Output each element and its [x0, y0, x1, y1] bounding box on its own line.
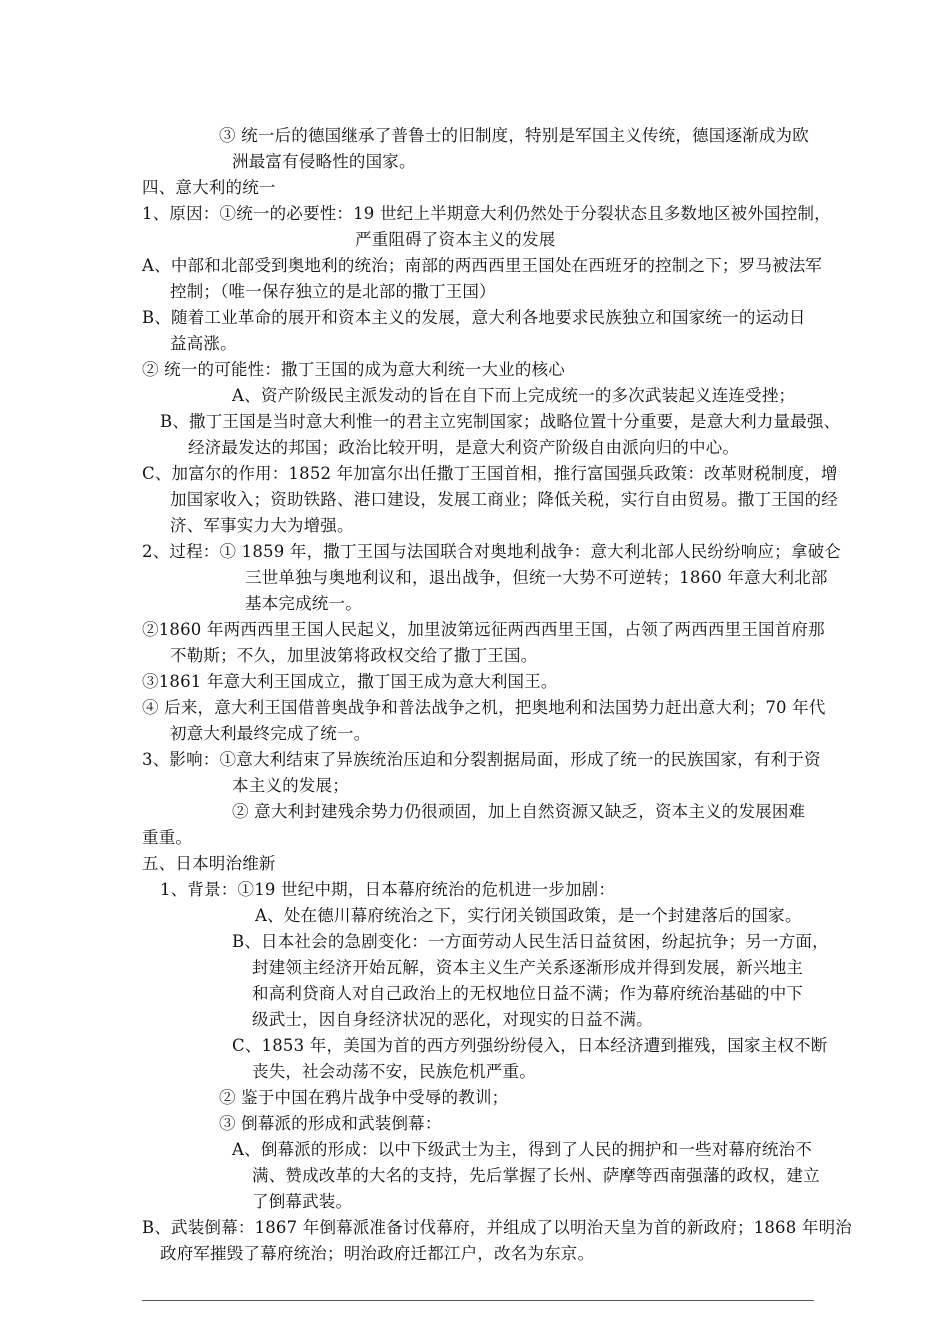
text-line: 满、赞成改革的大名的支持，先后掌握了长州、萨摩等西南强藩的政权，建立: [252, 1166, 820, 1185]
text-line: 本主义的发展；: [232, 776, 349, 795]
text-line: 和高利贷商人对自己政治上的无权地位日益不满；作为幕府统治基础的中下: [252, 984, 804, 1003]
text-line: ②1860 年两西西里王国人民起义，加里波第远征两西西里王国，占领了两西西里王国首府那: [142, 620, 825, 639]
text-line: 洲最富有侵略性的国家。: [232, 152, 416, 171]
text-line: ③1861 年意大利王国成立，撒丁国王成为意大利国王。: [142, 672, 558, 691]
text-line: 封建领主经济开始瓦解，资本主义生产关系逐渐形成并得到发展，新兴地主: [252, 958, 804, 977]
text-line: ② 鉴于中国在鸦片战争中受辱的教训；: [219, 1088, 509, 1107]
text-line: 经济最发达的邦国；政治比较开明，是意大利资产阶级自由派向归的中心。: [188, 438, 740, 457]
text-line: 重重。: [142, 828, 193, 847]
text-line: A、倒幕派的形成：以中下级武士为主，得到了人民的拥护和一些对幕府统治不: [232, 1140, 812, 1159]
text-line: A、中部和北部受到奥地利的统治；南部的两西西里王国处在西班牙的控制之下；罗马被法军: [142, 256, 823, 275]
text-line: 加国家收入；资助铁路、港口建设，发展工商业；降低关税，实行自由贸易。撒丁王国的经: [170, 490, 838, 509]
text-line: 了倒幕武装。: [252, 1192, 353, 1211]
text-line: 丧失，社会动荡不安，民族危机严重。: [252, 1062, 536, 1081]
text-line: 3、影响：①意大利结束了异族统治压迫和分裂割据局面，形成了统一的民族国家，有利于资: [142, 750, 821, 769]
text-line: 1、原因：①统一的必要性：19 世纪上半期意大利仍然处于分裂状态且多数地区被外国控制，: [142, 204, 831, 223]
text-line: C、加富尔的作用：1852 年加富尔出任撒丁王国首相，推行富国强兵政策：改革财税制度，增: [142, 464, 838, 483]
text-line: 2、过程：① 1859 年，撒丁王国与法国联合对奥地利战争：意大利北部人民纷纷响应；拿破仑: [142, 542, 841, 561]
text-line: 政府军摧毁了幕府统治；明治政府迁都江户，改名为东京。: [160, 1244, 595, 1263]
text-line: A、处在德川幕府统治之下，实行闭关锁国政策，是一个封建落后的国家。: [255, 906, 802, 925]
text-line: 1、背景：①19 世纪中期，日本幕府统治的危机进一步加剧：: [160, 880, 616, 899]
section-heading: 四、意大利的统一: [142, 178, 276, 197]
text-line: ④ 后来，意大利王国借普奥战争和普法战争之机，把奥地利和法国势力赶出意大利；70 年代: [142, 698, 826, 717]
text-line: 不勒斯；不久，加里波第将政权交给了撒丁王国。: [170, 646, 538, 665]
section-heading: 五、日本明治维新: [142, 854, 276, 873]
text-line: B、日本社会的急剧变化：一方面劳动人民生活日益贫困，纷起抗争；另一方面，: [232, 932, 829, 951]
text-line: 初意大利最终完成了统一。: [170, 724, 371, 743]
text-line: 控制；（唯一保存独立的是北部的撒丁王国）: [170, 282, 496, 301]
text-line: ② 统一的可能性：撒丁王国的成为意大利统一大业的核心: [142, 360, 565, 379]
text-line: B、武装倒幕：1867 年倒幕派准备讨伐幕府，并组成了以明治天皇为首的新政府；1868 年明治: [142, 1218, 852, 1237]
text-line: 级武士，因自身经济状况的恶化，对现实的日益不满。: [252, 1010, 653, 1029]
text-line: 济、军事实力大为增强。: [170, 516, 354, 535]
text-line: A、资产阶级民主派发动的旨在自下而上完成统一的多次武装起义连连受挫；: [232, 386, 796, 405]
text-line: 基本完成统一。: [245, 594, 362, 613]
text-line: ③ 统一后的德国继承了普鲁士的旧制度，特别是军国主义传统，德国逐渐成为欧: [219, 126, 809, 145]
footer-divider: [142, 1300, 814, 1301]
text-line: ③ 倒幕派的形成和武装倒幕：: [219, 1114, 442, 1133]
text-line: B、撒丁王国是当时意大利惟一的君主立宪制国家；战略位置十分重要，是意大利力量最强、: [160, 412, 841, 431]
text-line: 三世单独与奥地利议和，退出战争，但统一大势不可逆转；1860 年意大利北部: [245, 568, 828, 587]
text-line: ② 意大利封建残余势力仍很顽固，加上自然资源又缺乏，资本主义的发展困难: [232, 802, 806, 821]
text-line: 严重阻碍了资本主义的发展: [355, 230, 556, 249]
text-line: 益高涨。: [170, 334, 237, 353]
text-line: B、随着工业革命的展开和资本主义的发展，意大利各地要求民族独立和国家统一的运动日: [142, 308, 806, 327]
text-line: C、1853 年，美国为首的西方列强纷纷侵入，日本经济遭到摧残，国家主权不断: [232, 1036, 828, 1055]
